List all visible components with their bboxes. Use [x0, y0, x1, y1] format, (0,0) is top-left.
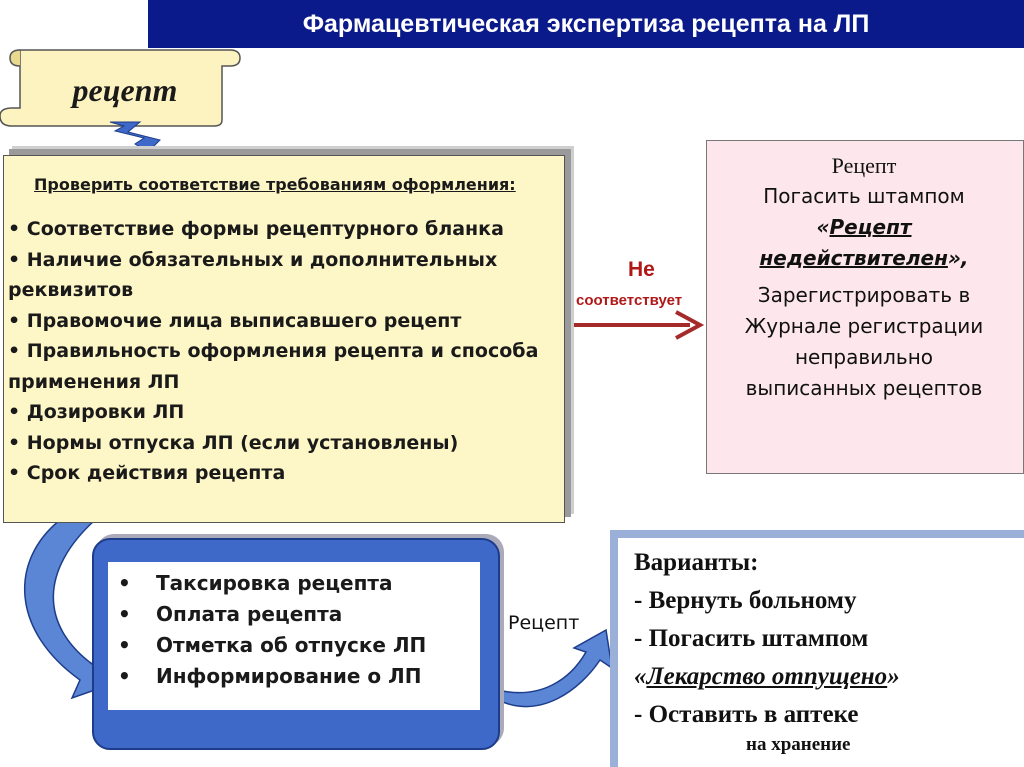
stamp-text2: недействителен [759, 246, 948, 270]
note-register-2: Журнале регистрации [744, 314, 984, 338]
scroll-label: рецепт [72, 71, 178, 108]
list-item: • Оплата рецепта [118, 599, 426, 630]
list-item: • Соответствие формы рецептурного бланка [8, 214, 553, 245]
note-stamp-cont [706, 243, 1022, 274]
stamp-open: « [816, 215, 830, 239]
variant-option-3-tail: на хранение [746, 734, 851, 755]
recept-label: Рецепт [508, 612, 580, 634]
stamp2-text: Лекарство отпущено [646, 663, 888, 690]
stamp2-close: » [887, 663, 900, 690]
list-item: • Дозировки ЛП [8, 397, 553, 428]
variant-stamp [634, 658, 900, 696]
note-stamp [706, 212, 1022, 243]
page-title: Фармацевтическая экспертиза рецепта на ЛП [148, 0, 1024, 48]
list-item: • Наличие обязательных и дополнительных реквизитов [8, 245, 553, 306]
stamp-close: », [947, 246, 969, 270]
note-line2: Погасить штампом [763, 184, 965, 208]
list-item: • Правомочие лица выписавшего рецепт [8, 306, 553, 337]
note-line1: Рецепт [831, 153, 897, 178]
note-register-3: неправильно [794, 345, 934, 369]
stamp2-open: « [634, 663, 647, 690]
list-item: • Правильность оформления рецепта и способа применения ЛП [8, 336, 553, 397]
invalid-recipe-note-text [706, 150, 1022, 404]
note-register-1: Зарегистрировать в [757, 283, 971, 307]
list-item: • Нормы отпуска ЛП (если установлены) [8, 428, 553, 459]
note-register-4: выписанных рецептов [745, 376, 983, 400]
list-item: • Срок действия рецепта [8, 458, 553, 489]
arrow-label-sootv: соответствует [576, 292, 683, 309]
requirements-heading: Проверить соответствие требованиям оформления: [34, 175, 516, 194]
variant-option-1: - Вернуть больному [634, 587, 857, 614]
curved-arrow-right [498, 630, 612, 706]
operations-list [118, 568, 426, 692]
not-compliant-arrow [572, 312, 700, 338]
list-item: • Таксировка рецепта [118, 568, 426, 599]
variant-option-3: - Оставить в аптеке [634, 701, 859, 728]
variants-heading: Варианты: [634, 549, 759, 576]
variants-text [634, 544, 900, 756]
variant-option-2: - Погасить штампом [634, 625, 869, 652]
requirements-list [8, 214, 553, 489]
arrow-label-ne: Не [628, 258, 655, 281]
list-item: • Отметка об отпуске ЛП [118, 630, 426, 661]
stamp-text1: Рецепт [829, 215, 912, 239]
list-item: • Информирование о ЛП [118, 661, 426, 692]
